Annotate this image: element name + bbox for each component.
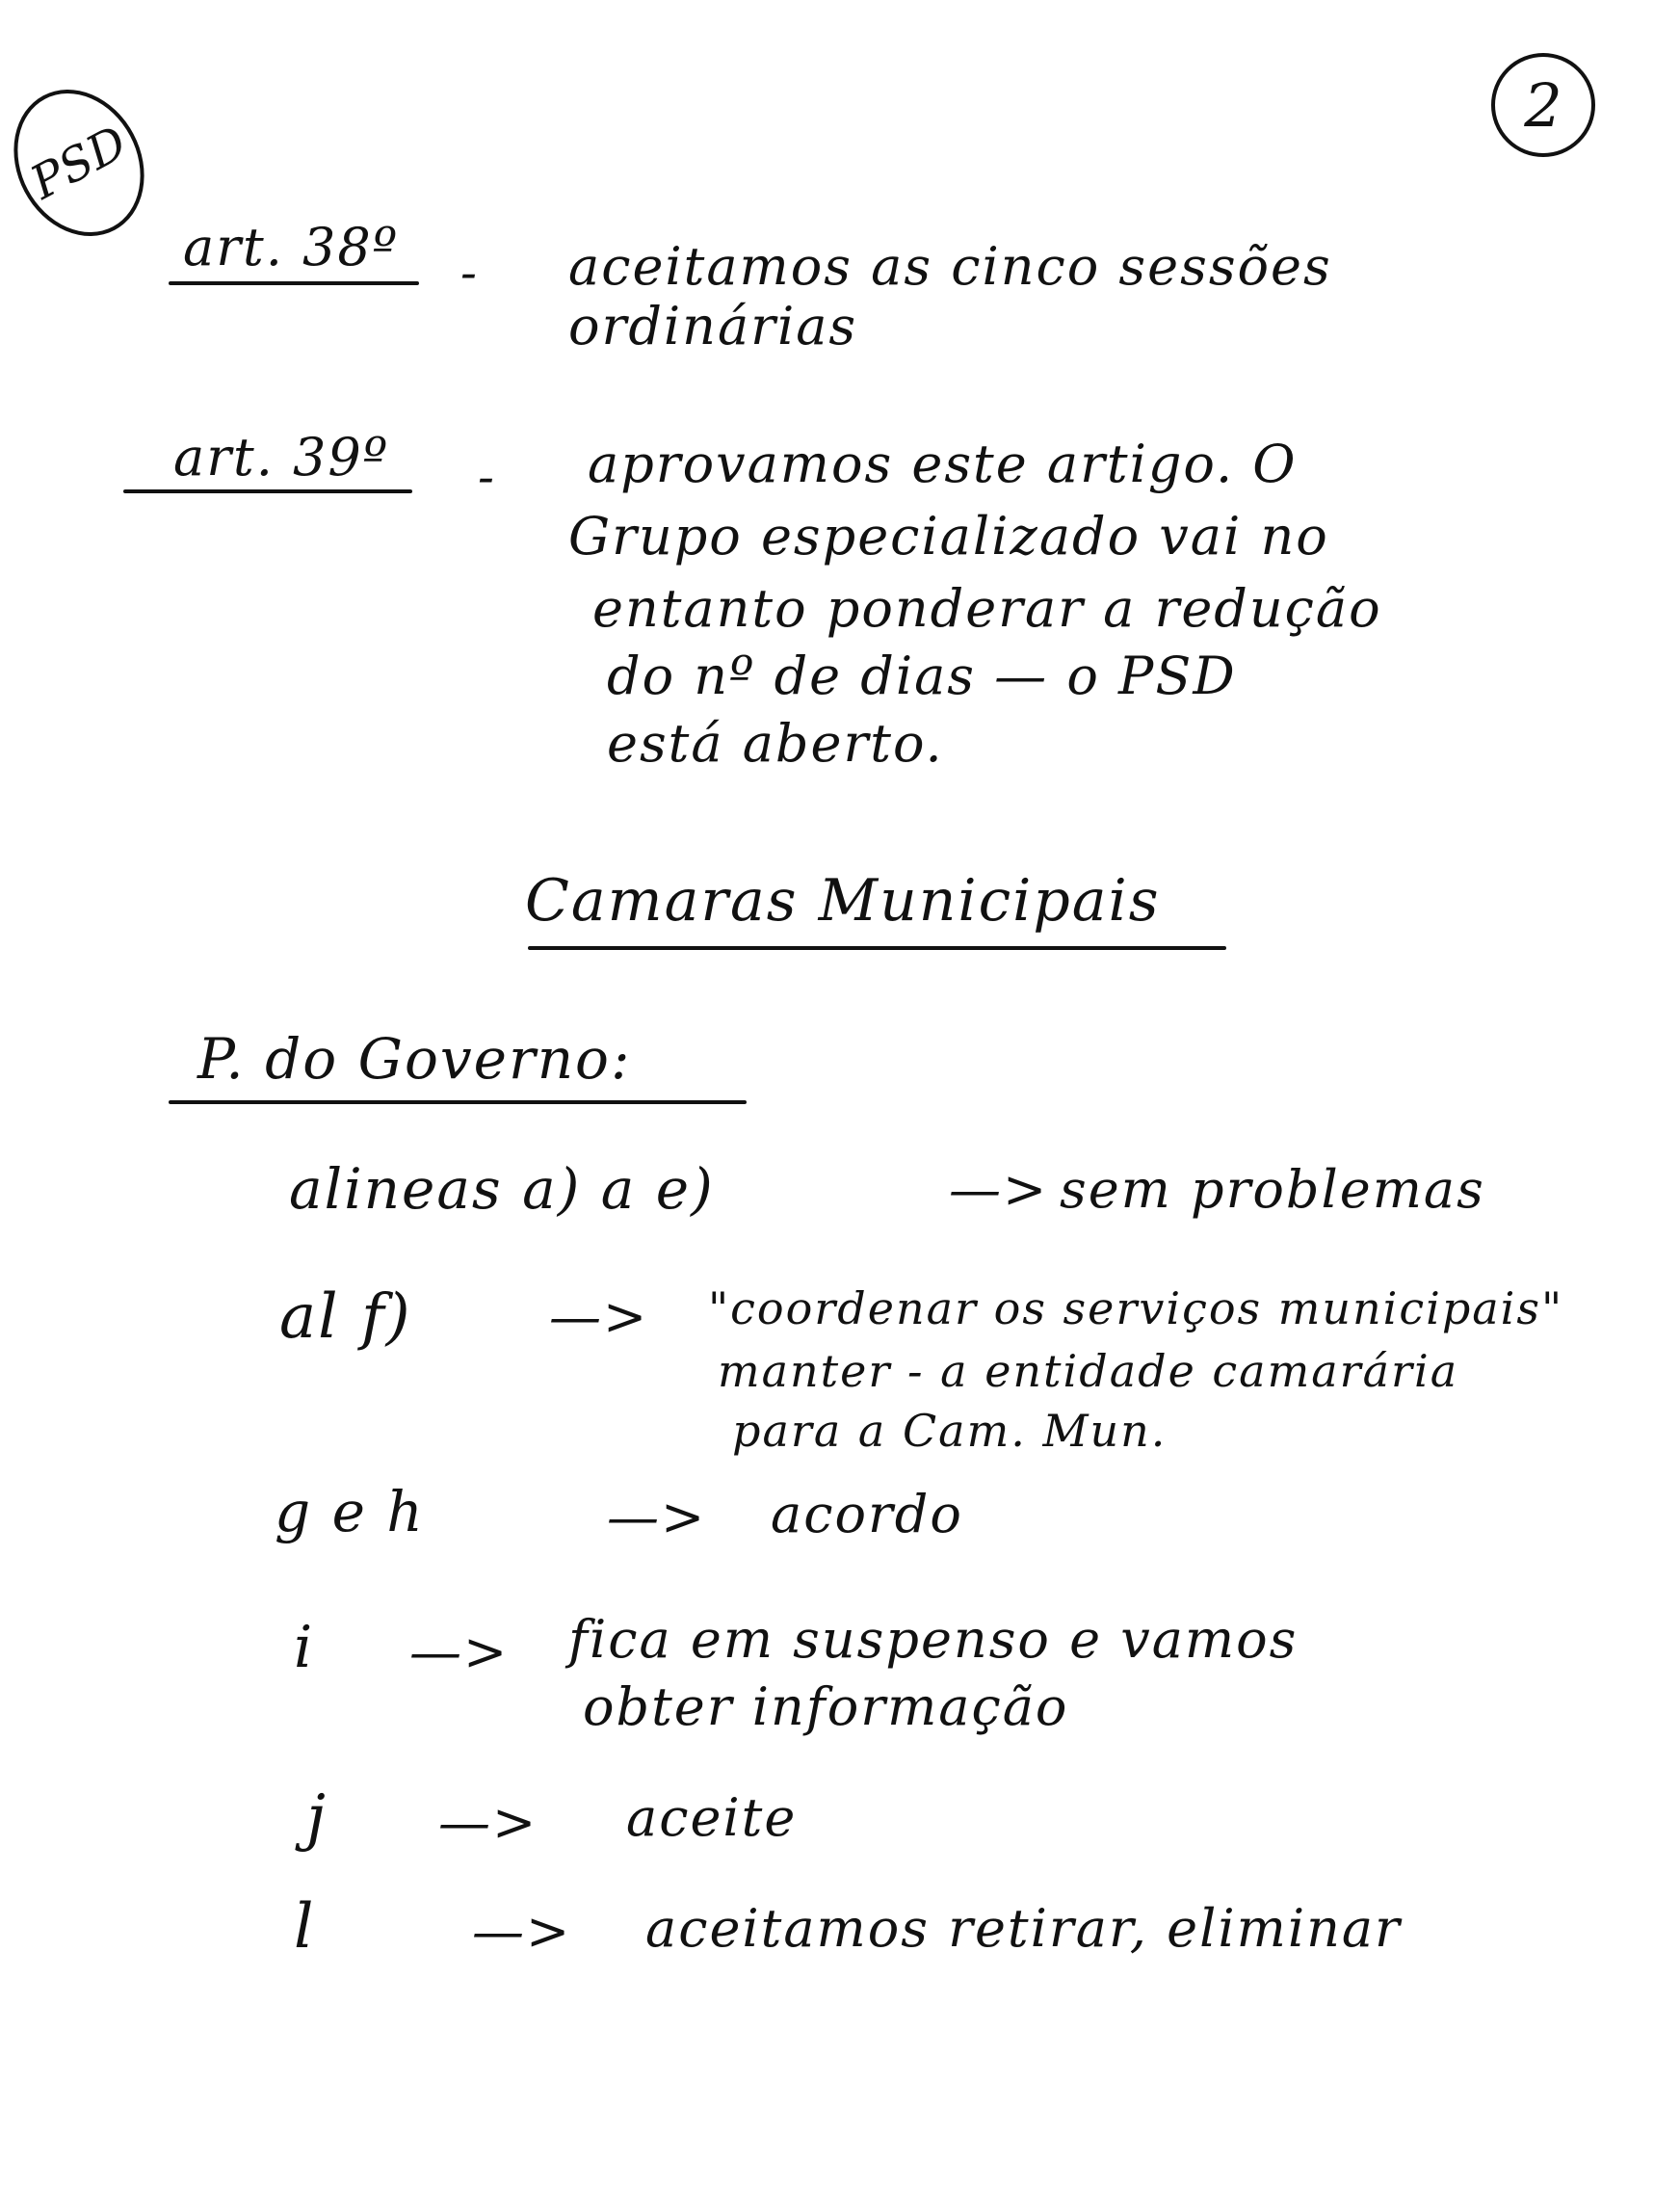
item-key: al f) bbox=[279, 1281, 412, 1353]
section-title: Camaras Municipais bbox=[525, 867, 1161, 935]
item-text-line: aceite bbox=[626, 1787, 798, 1848]
item-key: g e h bbox=[275, 1479, 425, 1544]
item-text-line: manter - a entidade camarária bbox=[718, 1345, 1459, 1397]
arrow: —> bbox=[607, 1487, 707, 1547]
article-text-line: aprovamos este artigo. O bbox=[588, 434, 1298, 494]
article-dash: - bbox=[478, 449, 496, 505]
arrow: —> bbox=[438, 1792, 538, 1853]
article-label: art. 38º bbox=[183, 217, 400, 277]
item-key: l bbox=[294, 1891, 316, 1963]
item-text-line: para a Cam. Mun. bbox=[732, 1405, 1168, 1457]
item-text-line: obter informação bbox=[583, 1676, 1069, 1737]
item-text-line: sem problemas bbox=[1060, 1159, 1485, 1220]
page-number-circle bbox=[1491, 53, 1595, 157]
arrow: —> bbox=[949, 1159, 1049, 1220]
item-text-line: fica em suspenso e vamos bbox=[568, 1609, 1299, 1670]
article-text-line: ordinárias bbox=[568, 296, 858, 356]
arrow: —> bbox=[472, 1901, 572, 1962]
article-text-line: entanto ponderar a redução bbox=[592, 578, 1382, 639]
item-text-line: "coordenar os serviços municipais" bbox=[708, 1282, 1564, 1334]
item-key: alineas a) a e) bbox=[289, 1156, 715, 1222]
article-label-underline bbox=[169, 281, 419, 285]
psd-badge bbox=[0, 66, 170, 259]
section-title-underline bbox=[528, 946, 1226, 950]
article-label: art. 39º bbox=[173, 427, 390, 488]
item-text-line: aceitamos retirar, eliminar bbox=[645, 1898, 1402, 1959]
article-dash: - bbox=[460, 245, 479, 301]
item-text-line: acordo bbox=[771, 1484, 963, 1544]
arrow: —> bbox=[549, 1286, 649, 1347]
item-key: i bbox=[294, 1614, 315, 1681]
subsection-title: P. do Governo: bbox=[197, 1026, 632, 1092]
article-text-line: aceitamos as cinco sessões bbox=[568, 236, 1332, 297]
article-text-line: Grupo especializado vai no bbox=[568, 506, 1329, 567]
subsection-title-underline bbox=[169, 1100, 747, 1104]
article-label-underline bbox=[123, 489, 412, 493]
article-text-line: está aberto. bbox=[607, 713, 944, 774]
article-text-line: do nº de dias — o PSD bbox=[607, 646, 1237, 706]
page-number: 2 bbox=[1524, 69, 1562, 141]
psd-badge-text: PSD bbox=[22, 115, 136, 211]
arrow: —> bbox=[409, 1622, 510, 1682]
item-key: j bbox=[306, 1782, 328, 1854]
